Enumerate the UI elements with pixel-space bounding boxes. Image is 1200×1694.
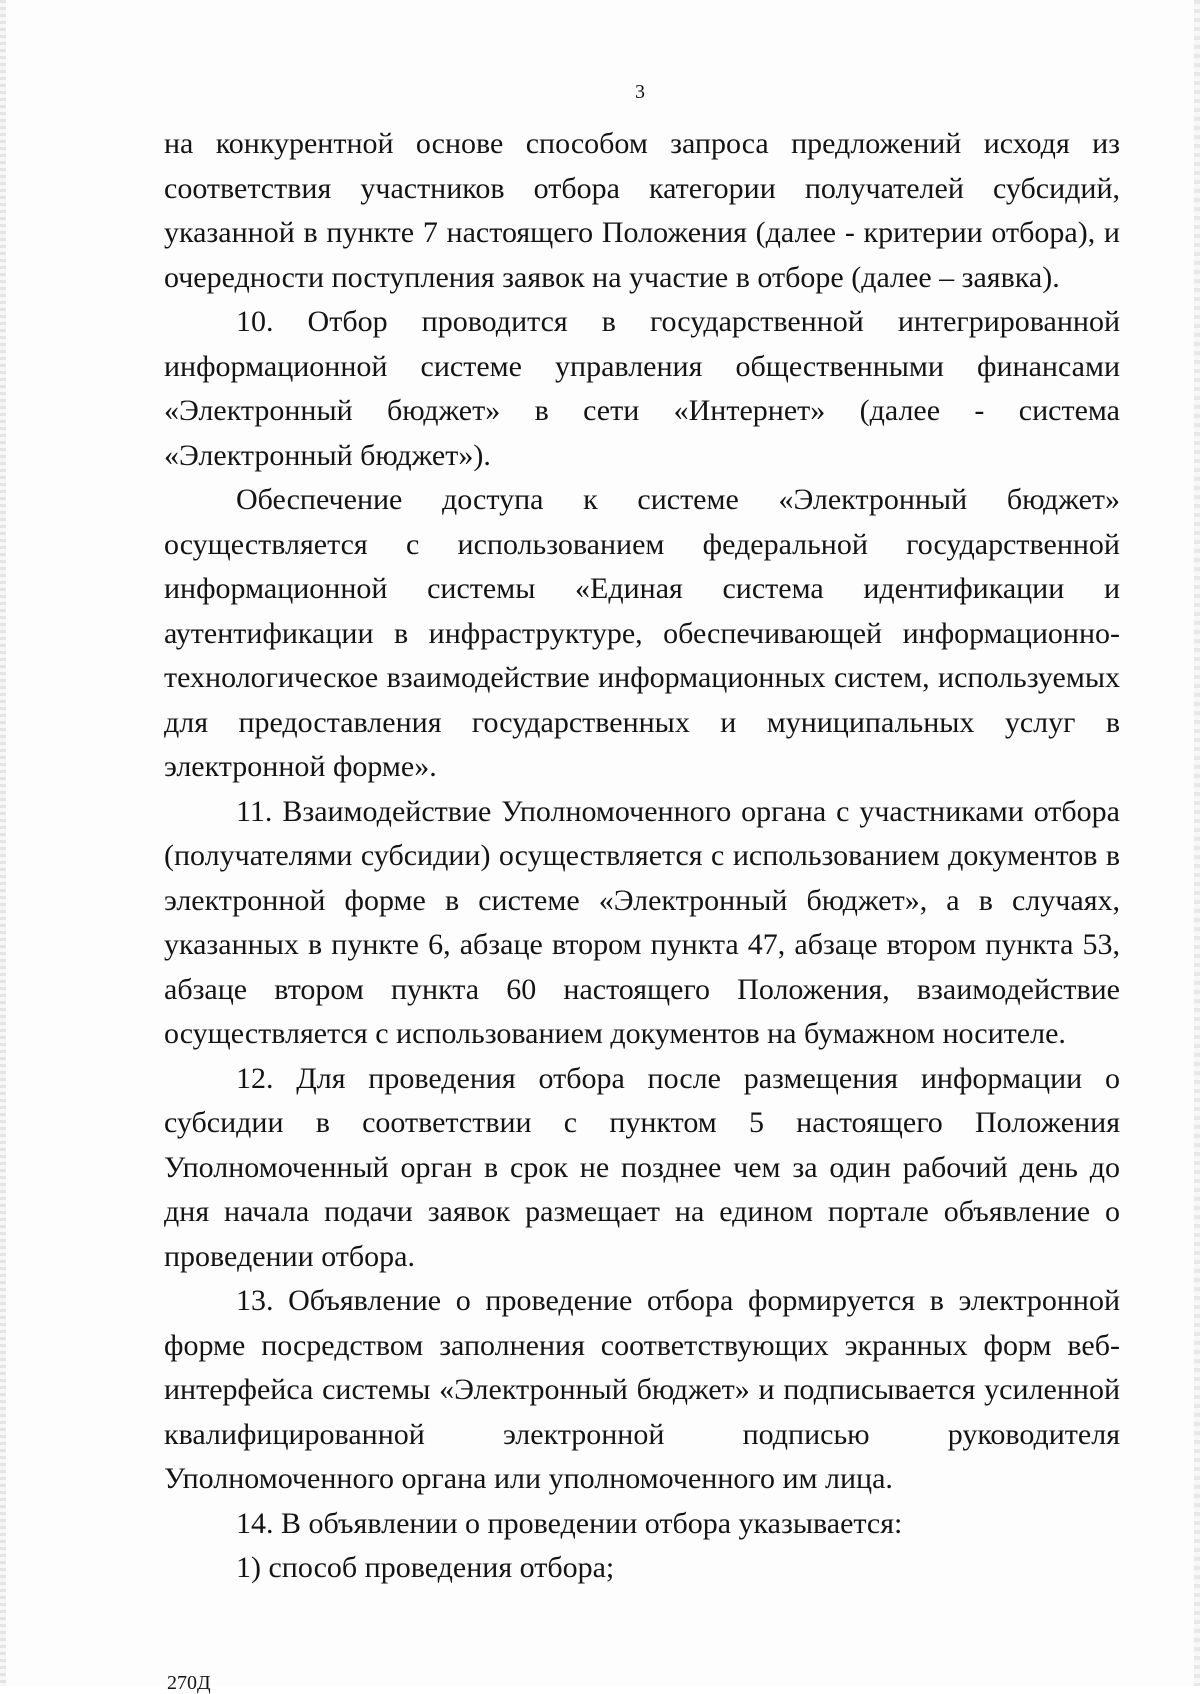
page-number: 3 <box>635 81 645 103</box>
paragraph-access: Обеспечение доступа к системе «Электронный бюджет» осуществляется с использованием федеральной государственной информационной системы «Единая система идентификации и аутентификации в инфраструктуре, обеспечивающей информационно-технологическое взаимодействие информационных систем, используемых для предоставления государственных и муниципальных услуг в электронной форме». <box>164 483 1120 783</box>
paragraph-continuation: на конкурентной основе способом запроса предложений исходя из соответствия участников отбора категории получателей субсидий, указанной в пункте 7 настоящего Положения (далее - критерии отбора), и очередности поступления заявок на участие в отборе (далее – заявка). <box>164 127 1120 294</box>
scan-edge-right <box>1194 0 1200 1686</box>
paragraph-10: 10. Отбор проводится в государственной интегрированной информационной системе управления общественными финансами «Электронный бюджет» в сети «Интернет» (далее - система «Электронный бюджет»). <box>164 305 1120 472</box>
paragraph-14: 14. В объявлении о проведении отбора указывается: <box>236 1506 903 1540</box>
list-item-1: 1) способ проведения отбора; <box>236 1551 615 1584</box>
paragraph-11: 11. Взаимодействие Уполномоченного органа с участниками отбора (получателями субсидии) осуществляется с использованием документов в электронной форме в системе «Электронный бюджет», а в случаях, указанных в пункте 6, абзаце втором пункта 47, абзаце втором пункта 53, абзаце втором пункта 60 настоящего Положения, взаимодействие осуществляется с использованием документов на бумажном носителе. <box>164 794 1120 1050</box>
paragraph-12: 12. Для проведения отбора после размещения информации о субсидии в соответствии с пунктом 5 настоящего Положения Уполномоченный орган в срок не позднее чем за один рабочий день до дня начала подачи заявок размещает на едином портале объявление о проведении отбора. <box>164 1061 1120 1273</box>
paragraph-13: 13. Объявление о проведение отбора формируется в электронной форме посредством заполнения соответствующих экранных форм веб-интерфейса системы «Электронный бюджет» и подписывается усиленной квалифицированной электронной подписью руководителя Уполномоченного органа или уполномоченного им лица. <box>164 1284 1120 1495</box>
scan-edge-left <box>0 0 6 1686</box>
document-body <box>164 122 1120 1591</box>
footer-code: 270Д <box>167 1672 211 1694</box>
